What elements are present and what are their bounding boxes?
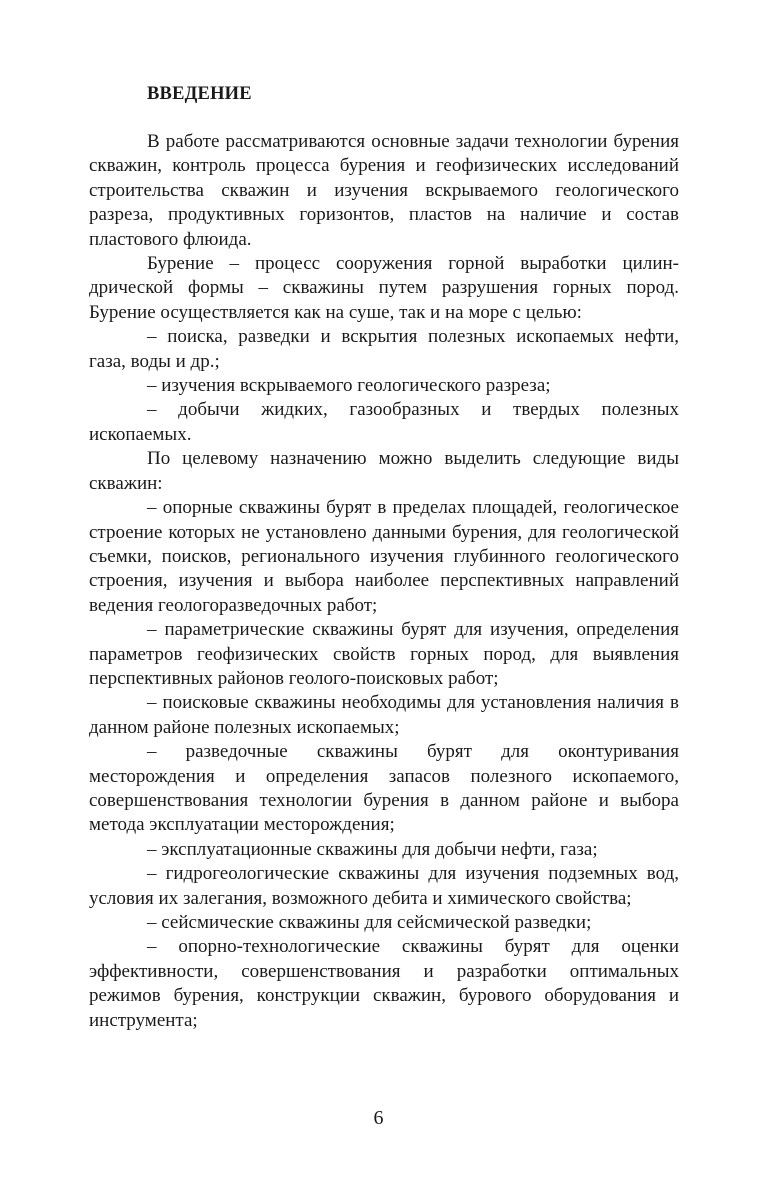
list-item-hydrogeological-wells: – гидрогеологические скважины для изучения подземных вод, условия их залегания, возможного дебита и химического свойства; — [89, 863, 679, 909]
section-heading: ВВЕДЕНИЕ — [147, 84, 252, 104]
page-number: 6 — [373, 1107, 384, 1129]
paragraph-intro: В работе рассматриваются основные задачи технологии бурения скважин, контроль процесса бурения и геофизических исследований строительства скважин и изучения вскрываемого геологического разреза, продуктивных горизонтов, пластов на наличие и состав пластового флюида. — [89, 131, 679, 250]
paragraph-drilling-definition: Бурение – процесс сооружения горной выработки цилиндрической формы – скважины путем разрушения горных пород. Бурение осуществляется как на суше, так и на море с целью: — [89, 253, 679, 323]
list-item-reference-wells: – опорные скважины бурят в пределах площадей, геологическое строение которых не установлено данными бурения, для геологической съемки, поисков, регионального изучения глубинного геологического строения, изучения и выбора наиболее перспективных направлений ведения геологоразведочных работ; — [89, 497, 679, 616]
list-item-seismic-wells: – сейсмические скважины для сейсмической разведки; — [147, 912, 592, 933]
list-item-technological-wells: – опорно-технологические скважины бурят для оценки эффективности, совершенствования и разработки оптимальных режимов бурения, конструкции скважин, бурового оборудования и инструмента; — [89, 936, 679, 1031]
list-item-purpose-study: – изучения вскрываемого геологического разреза; — [147, 375, 551, 397]
list-item-purpose-search: – поиска, разведки и вскрытия полезных ископаемых нефти, газа, воды и др.; — [89, 326, 679, 372]
list-item-appraisal-wells: – разведочные скважины бурят для оконтуривания месторождения и определения запасов полезного ископаемого, совершенствования технологии бурения в данном районе и выбора метода эксплуатации месторождения; — [89, 741, 679, 836]
list-item-purpose-extraction: – добычи жидких, газообразных и твердых полезных ископаемых. — [89, 399, 679, 445]
page-content — [89, 82, 679, 1033]
list-item-exploratory-wells: – поисковые скважины необходимы для установления наличия в данном районе полезных ископаемых; — [89, 692, 679, 738]
list-item-parametric-wells: – параметрические скважины бурят для изучения, определения параметров геофизических свойств горных пород, для выявления перспективных районов геолого-поисковых работ; — [89, 619, 679, 689]
list-item-production-wells: – эксплуатационные скважины для добычи нефти, газа; — [147, 838, 598, 860]
paragraph-well-types-intro: По целевому назначению можно выделить следующие виды скважин: — [89, 448, 679, 494]
